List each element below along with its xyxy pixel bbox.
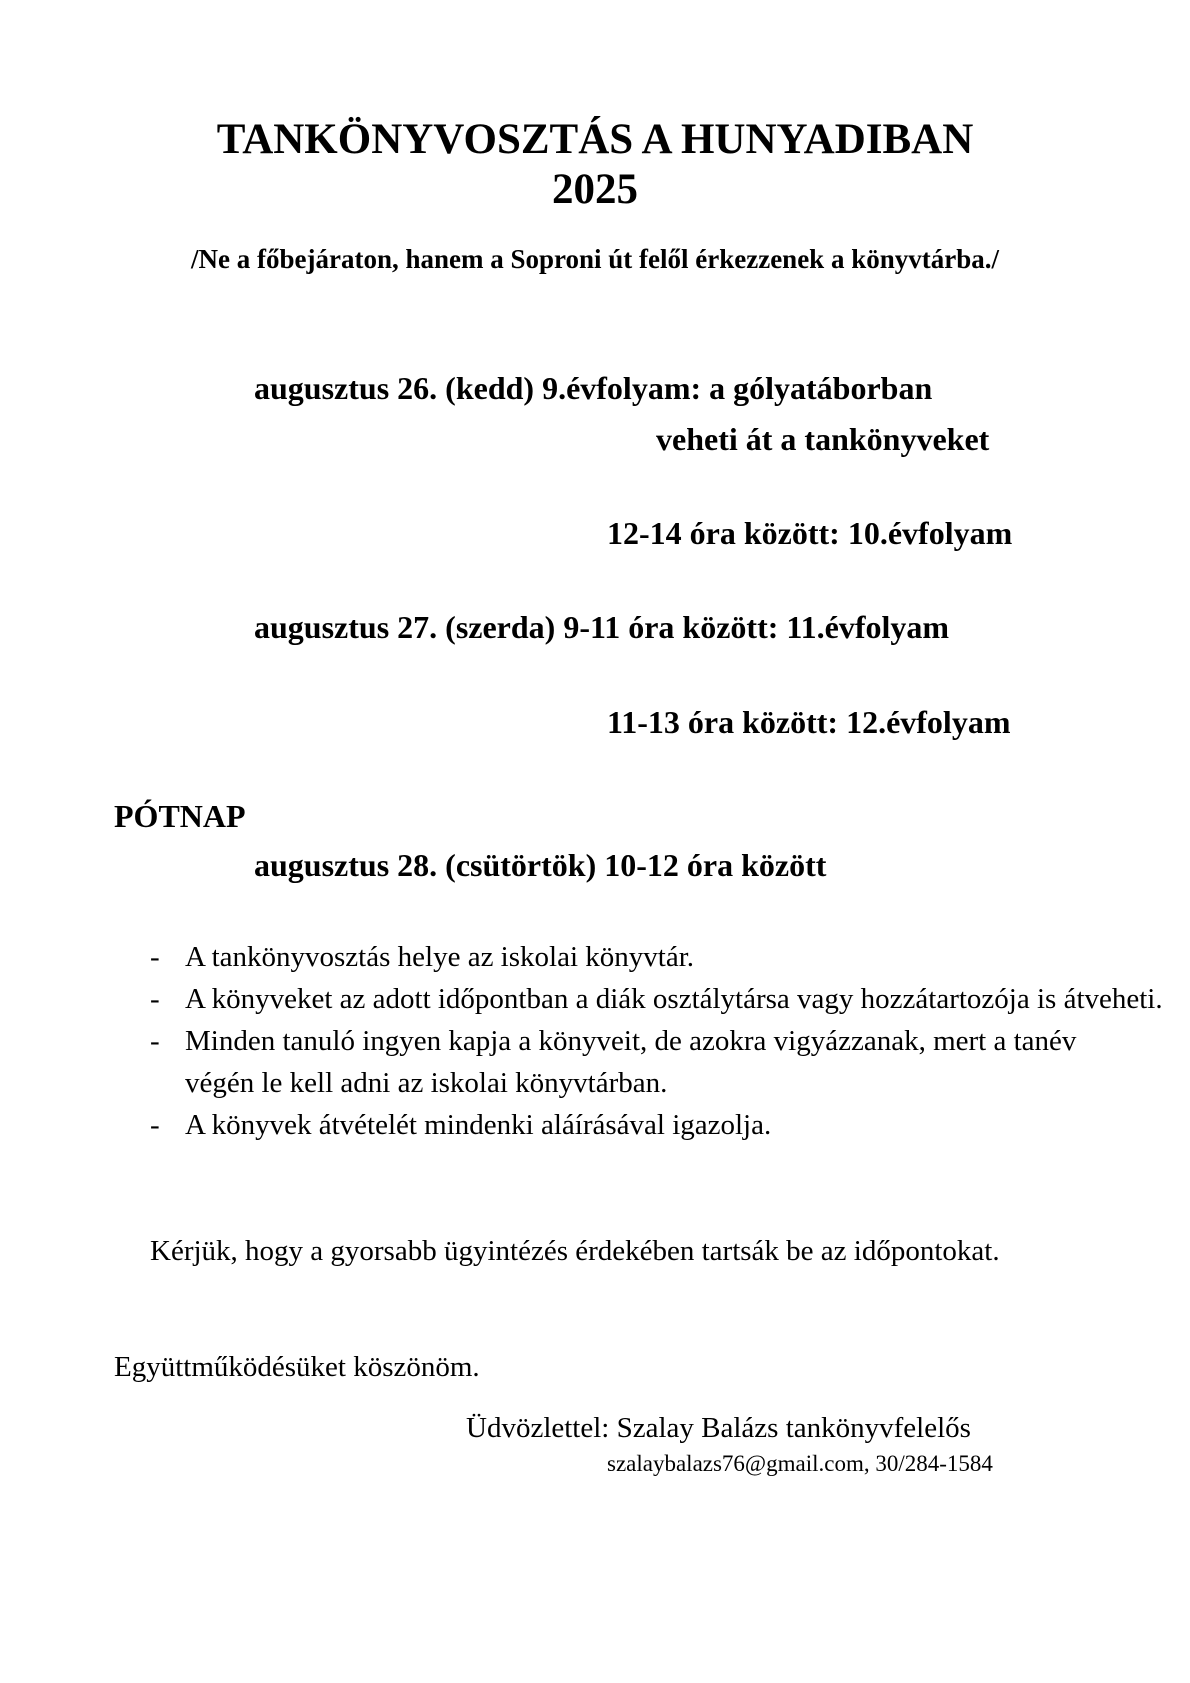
entrance-note: /Ne a főbejáraton, hanem a Soproni út felől érkezzenek a könyvtárba./ bbox=[191, 244, 999, 274]
makeup-day-line: augusztus 28. (csütörtök) 10-12 óra között bbox=[254, 847, 827, 883]
title-line-1: TANKÖNYVOSZTÁS A HUNYADIBAN bbox=[216, 116, 974, 163]
note-text: A könyveket az adott időpontban a diák osztálytársa vagy hozzátartozója is átveheti. bbox=[185, 983, 1163, 1015]
note-text: A tankönyvosztás helye az iskolai könyvtár. bbox=[185, 941, 695, 973]
makeup-day-heading: PÓTNAP bbox=[114, 798, 246, 834]
list-item bbox=[150, 1020, 1115, 1104]
title-year: 2025 bbox=[552, 166, 638, 213]
signature-contact: szalaybalazs76@gmail.com, 30/284-1584 bbox=[607, 1451, 993, 1476]
list-item bbox=[150, 936, 1150, 978]
day1-line-continuation: veheti át a tankönyveket bbox=[656, 421, 990, 457]
notes-list bbox=[150, 936, 1163, 1146]
list-item bbox=[150, 978, 1175, 1020]
day1-line: augusztus 26. (kedd) 9.évfolyam: a gólyatáborban bbox=[254, 370, 933, 406]
dash-bullet: - bbox=[150, 983, 160, 1015]
dash-bullet: - bbox=[150, 1109, 160, 1141]
signature-greeting: Üdvözlettel: Szalay Balázs tankönyvfelelős bbox=[466, 1412, 971, 1444]
day2-slot-2: 11-13 óra között: 12.évfolyam bbox=[607, 704, 1011, 740]
note-text: Minden tanuló ingyen kapja a könyveit, de azokra vigyázzanak, mert a tanév végén le kell adni az iskolai könyvtárban. bbox=[185, 1025, 1077, 1099]
dash-bullet: - bbox=[150, 1025, 160, 1057]
day2-line: augusztus 27. (szerda) 9-11 óra között: 11.évfolyam bbox=[254, 609, 950, 645]
request-text: Kérjük, hogy a gyorsabb ügyintézés érdekében tartsák be az időpontokat. bbox=[150, 1235, 1000, 1267]
thanks-text: Együttműködésüket köszönöm. bbox=[114, 1351, 480, 1383]
note-text: A könyvek átvételét mindenki aláírásával igazolja. bbox=[185, 1109, 772, 1141]
dash-bullet: - bbox=[150, 941, 160, 973]
day1-slot-2: 12-14 óra között: 10.évfolyam bbox=[607, 515, 1013, 551]
list-item bbox=[150, 1104, 1150, 1146]
